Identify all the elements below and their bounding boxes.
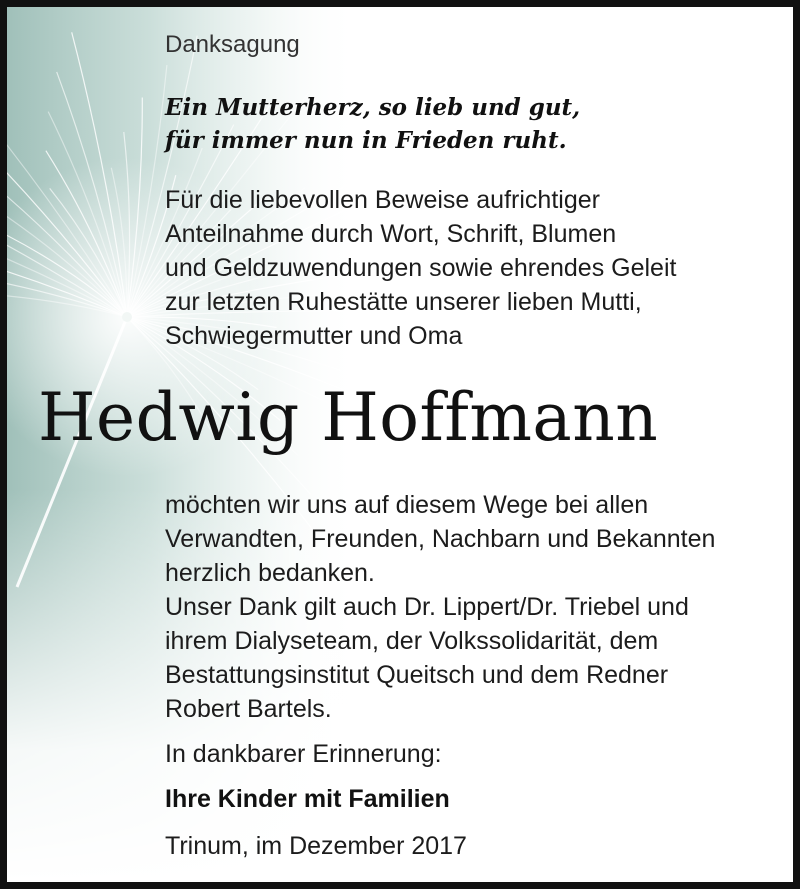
intro-line: Für die liebevollen Beweise aufrichtiger: [165, 186, 600, 214]
intro-paragraph: [165, 183, 676, 353]
signers: Ihre Kinder mit Familien: [165, 785, 450, 813]
thanks-paragraph: [165, 488, 715, 726]
closing-line: In dankbarer Erinnerung:: [165, 740, 442, 768]
thanks-line: Robert Bartels.: [165, 695, 332, 723]
thanks-line: Bestattungsinstitut Queitsch und dem Redner: [165, 661, 669, 689]
thanks-line: Verwandten, Freunden, Nachbarn und Bekannten: [165, 525, 716, 553]
thanks-line: Unser Dank gilt auch Dr. Lippert/Dr. Triebel und: [165, 593, 689, 621]
intro-line: Schwiegermutter und Oma: [165, 322, 463, 350]
place-date: Trinum, im Dezember 2017: [165, 832, 467, 860]
deceased-name: Hedwig Hoffmann: [38, 379, 659, 456]
intro-line: Anteilnahme durch Wort, Schrift, Blumen: [165, 220, 617, 248]
verse-line: Ein Mutterherz, so lieb und gut,: [165, 94, 581, 121]
heading: Danksagung: [165, 31, 300, 58]
verse-line: für immer nun in Frieden ruht.: [165, 127, 567, 154]
thanks-line: ihrem Dialyseteam, der Volkssolidarität, dem: [165, 627, 659, 655]
intro-line: zur letzten Ruhestätte unserer lieben Mutti,: [165, 288, 642, 316]
thanks-line: herzlich bedanken.: [165, 559, 375, 587]
intro-line: und Geldzuwendungen sowie ehrendes Geleit: [165, 254, 677, 282]
verse: [165, 91, 580, 157]
thanks-line: möchten wir uns auf diesem Wege bei allen: [165, 491, 649, 519]
